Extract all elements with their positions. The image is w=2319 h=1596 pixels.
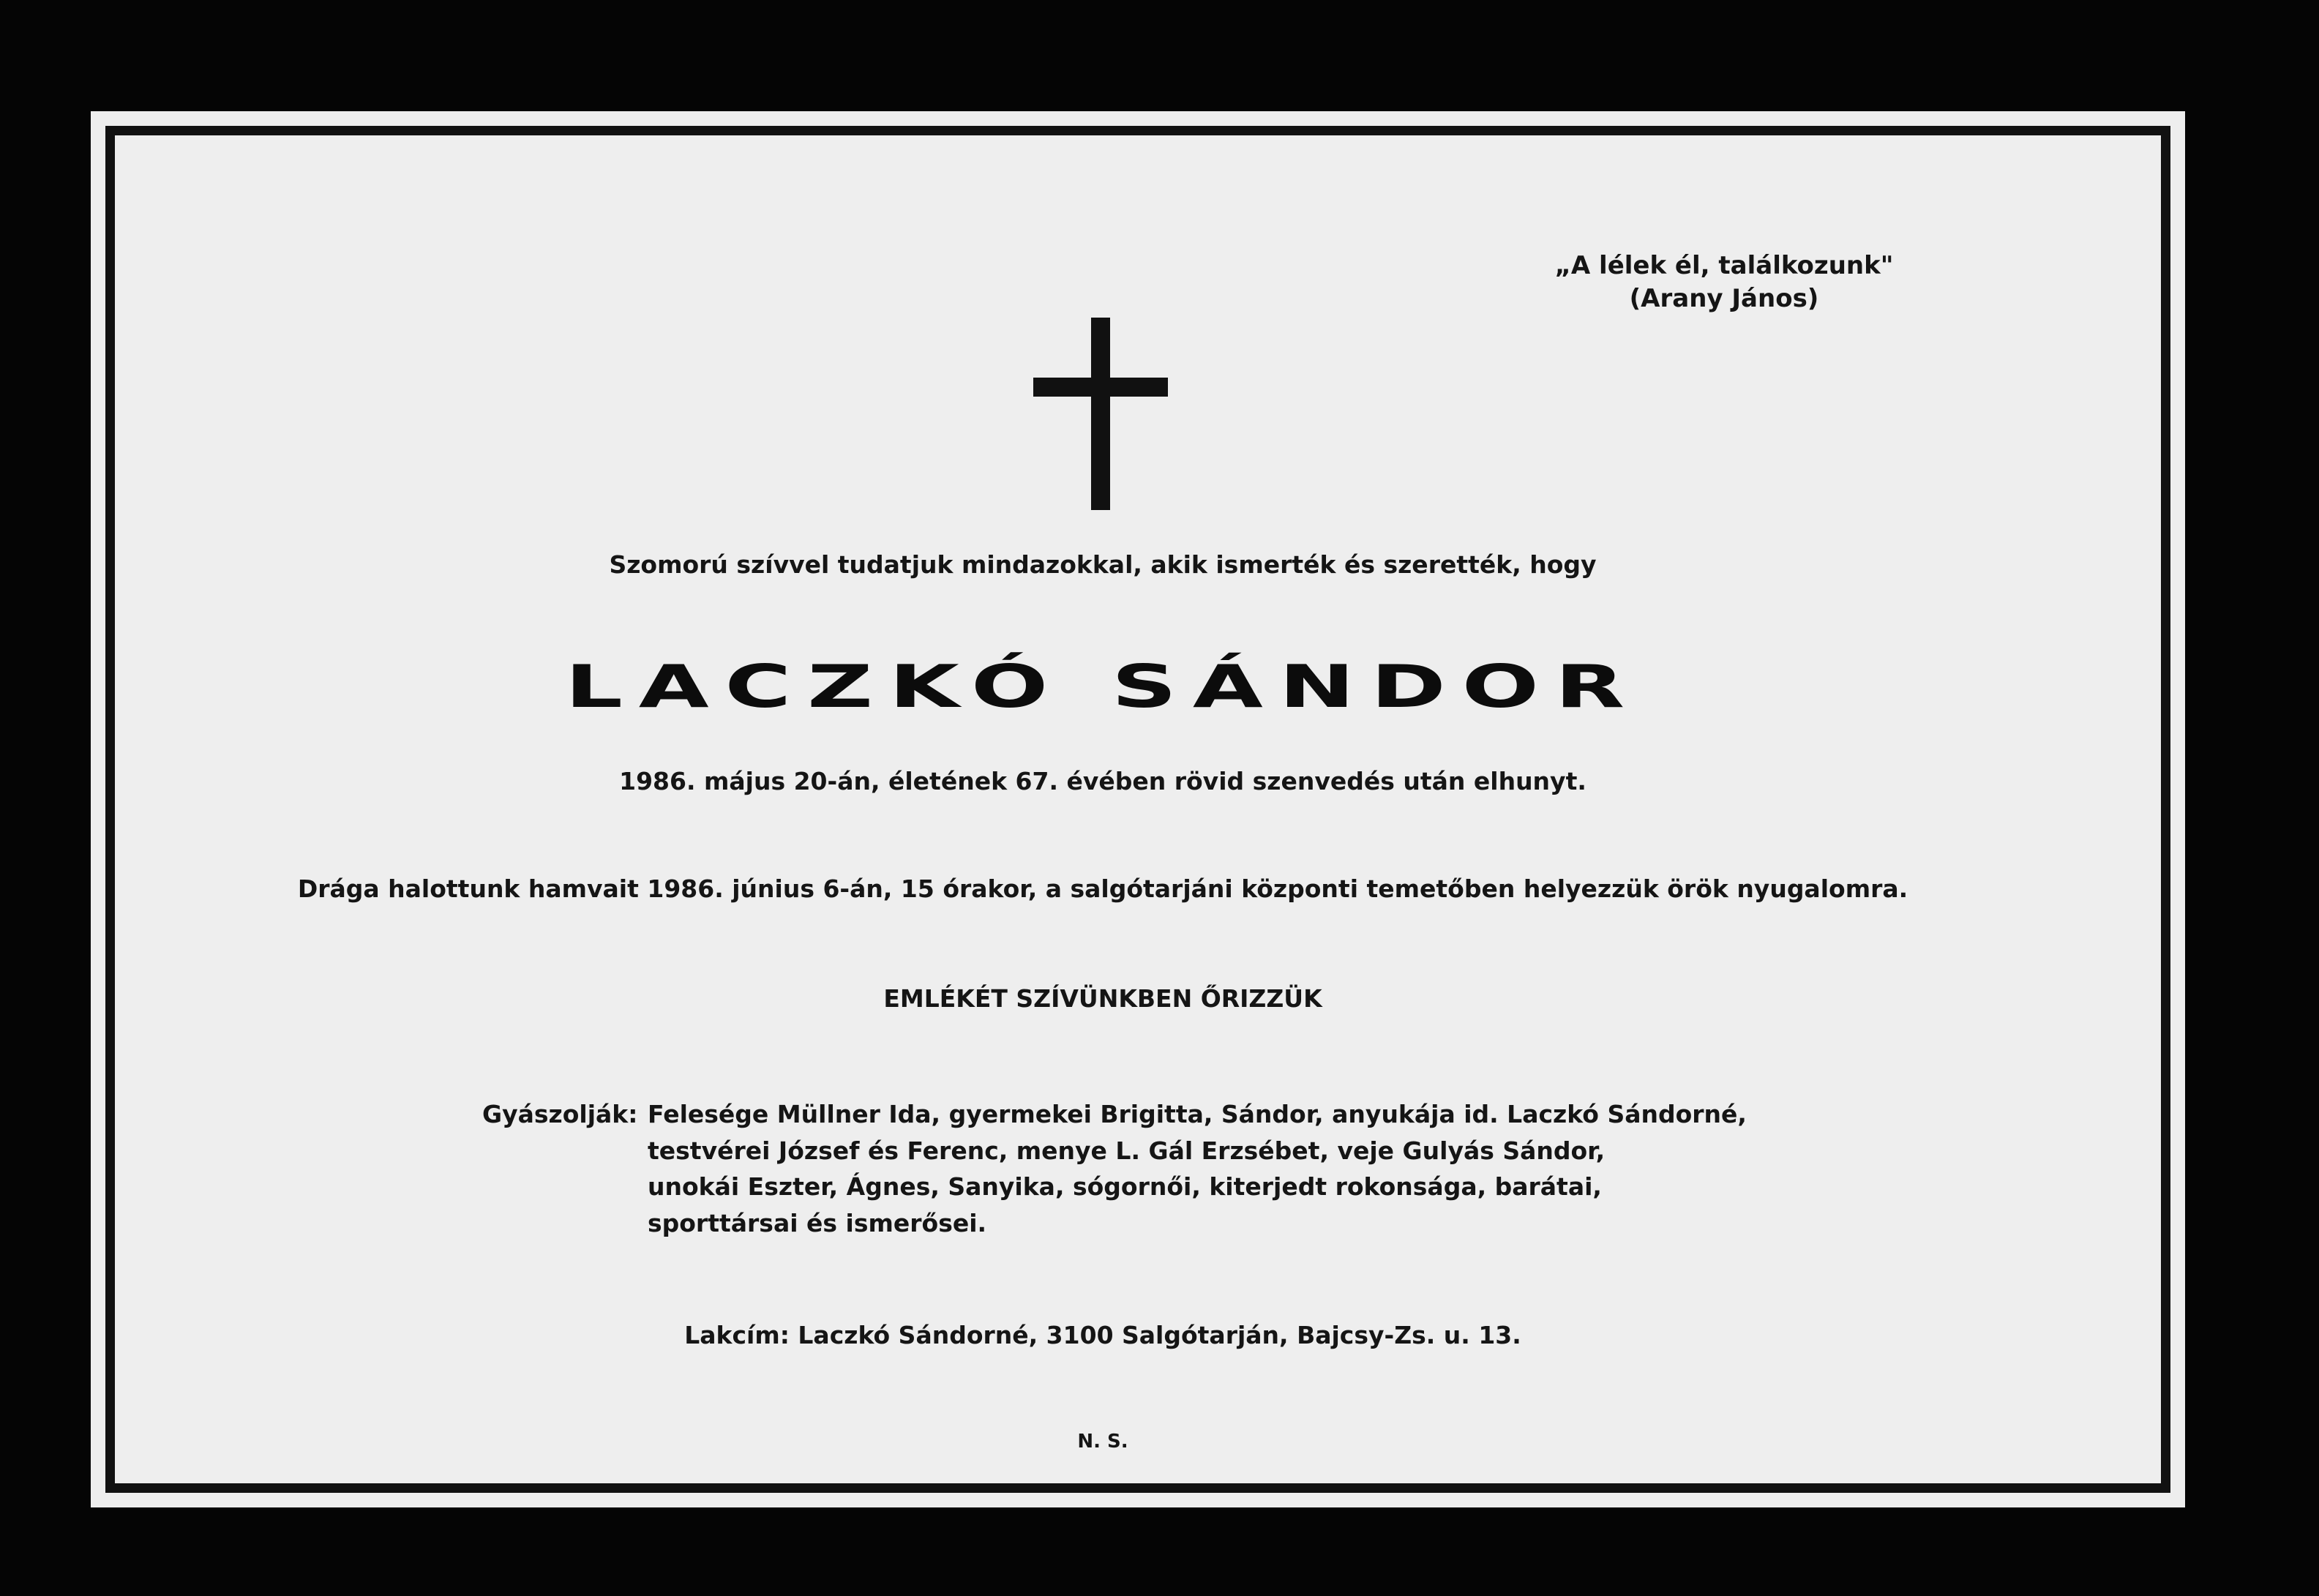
quote-text: „A lélek él, találkozunk" <box>1554 251 1894 280</box>
quote-author: (Arany János) <box>1629 284 1819 313</box>
death-notice: 1986. május 20-án, életének 67. évében rövid szenvedés után elhunyt. <box>619 767 1586 795</box>
address-text: Lakcím: Laczkó Sándorné, 3100 Salgótarján, Bajcsy-Zs. u. 13. <box>684 1321 1521 1349</box>
burial-notice: Drága halottunk hamvait 1986. június 6-án, 15 órakor, a salgótarjáni központi temetőben helyezzük örök nyugalomra. <box>297 874 1908 903</box>
intro-text: Szomorú szívvel tudatjuk mindazokkal, akik ismerték és szerették, hogy <box>609 550 1597 579</box>
mourners-line: unokái Eszter, Ágnes, Sanyika, sógornői, kiterjedt rokonsága, barátai, <box>648 1172 1602 1201</box>
cross-horizontal-bar <box>1033 378 1168 397</box>
cross-vertical-bar <box>1091 318 1110 510</box>
signature-initials: N. S. <box>1077 1431 1128 1453</box>
mourners-label: Gyászolják: <box>482 1100 638 1128</box>
mourners-line: Felesége Müllner Ida, gyermekei Brigitta, Sándor, anyukája id. Laczkó Sándorné, <box>648 1100 1747 1128</box>
mourners-line: testvérei József és Ferenc, menye L. Gál Erzsébet, veje Gulyás Sándor, <box>648 1136 1606 1165</box>
mourners-line: sporttársai és ismerősei. <box>648 1209 987 1237</box>
deceased-name: LACZKÓ SÁNDOR <box>565 653 1641 721</box>
obituary-sheet <box>91 111 2185 1507</box>
cross-icon <box>1033 318 1168 510</box>
memorial-text: EMLÉKÉT SZÍVÜNKBEN ŐRIZZÜK <box>883 984 1322 1013</box>
